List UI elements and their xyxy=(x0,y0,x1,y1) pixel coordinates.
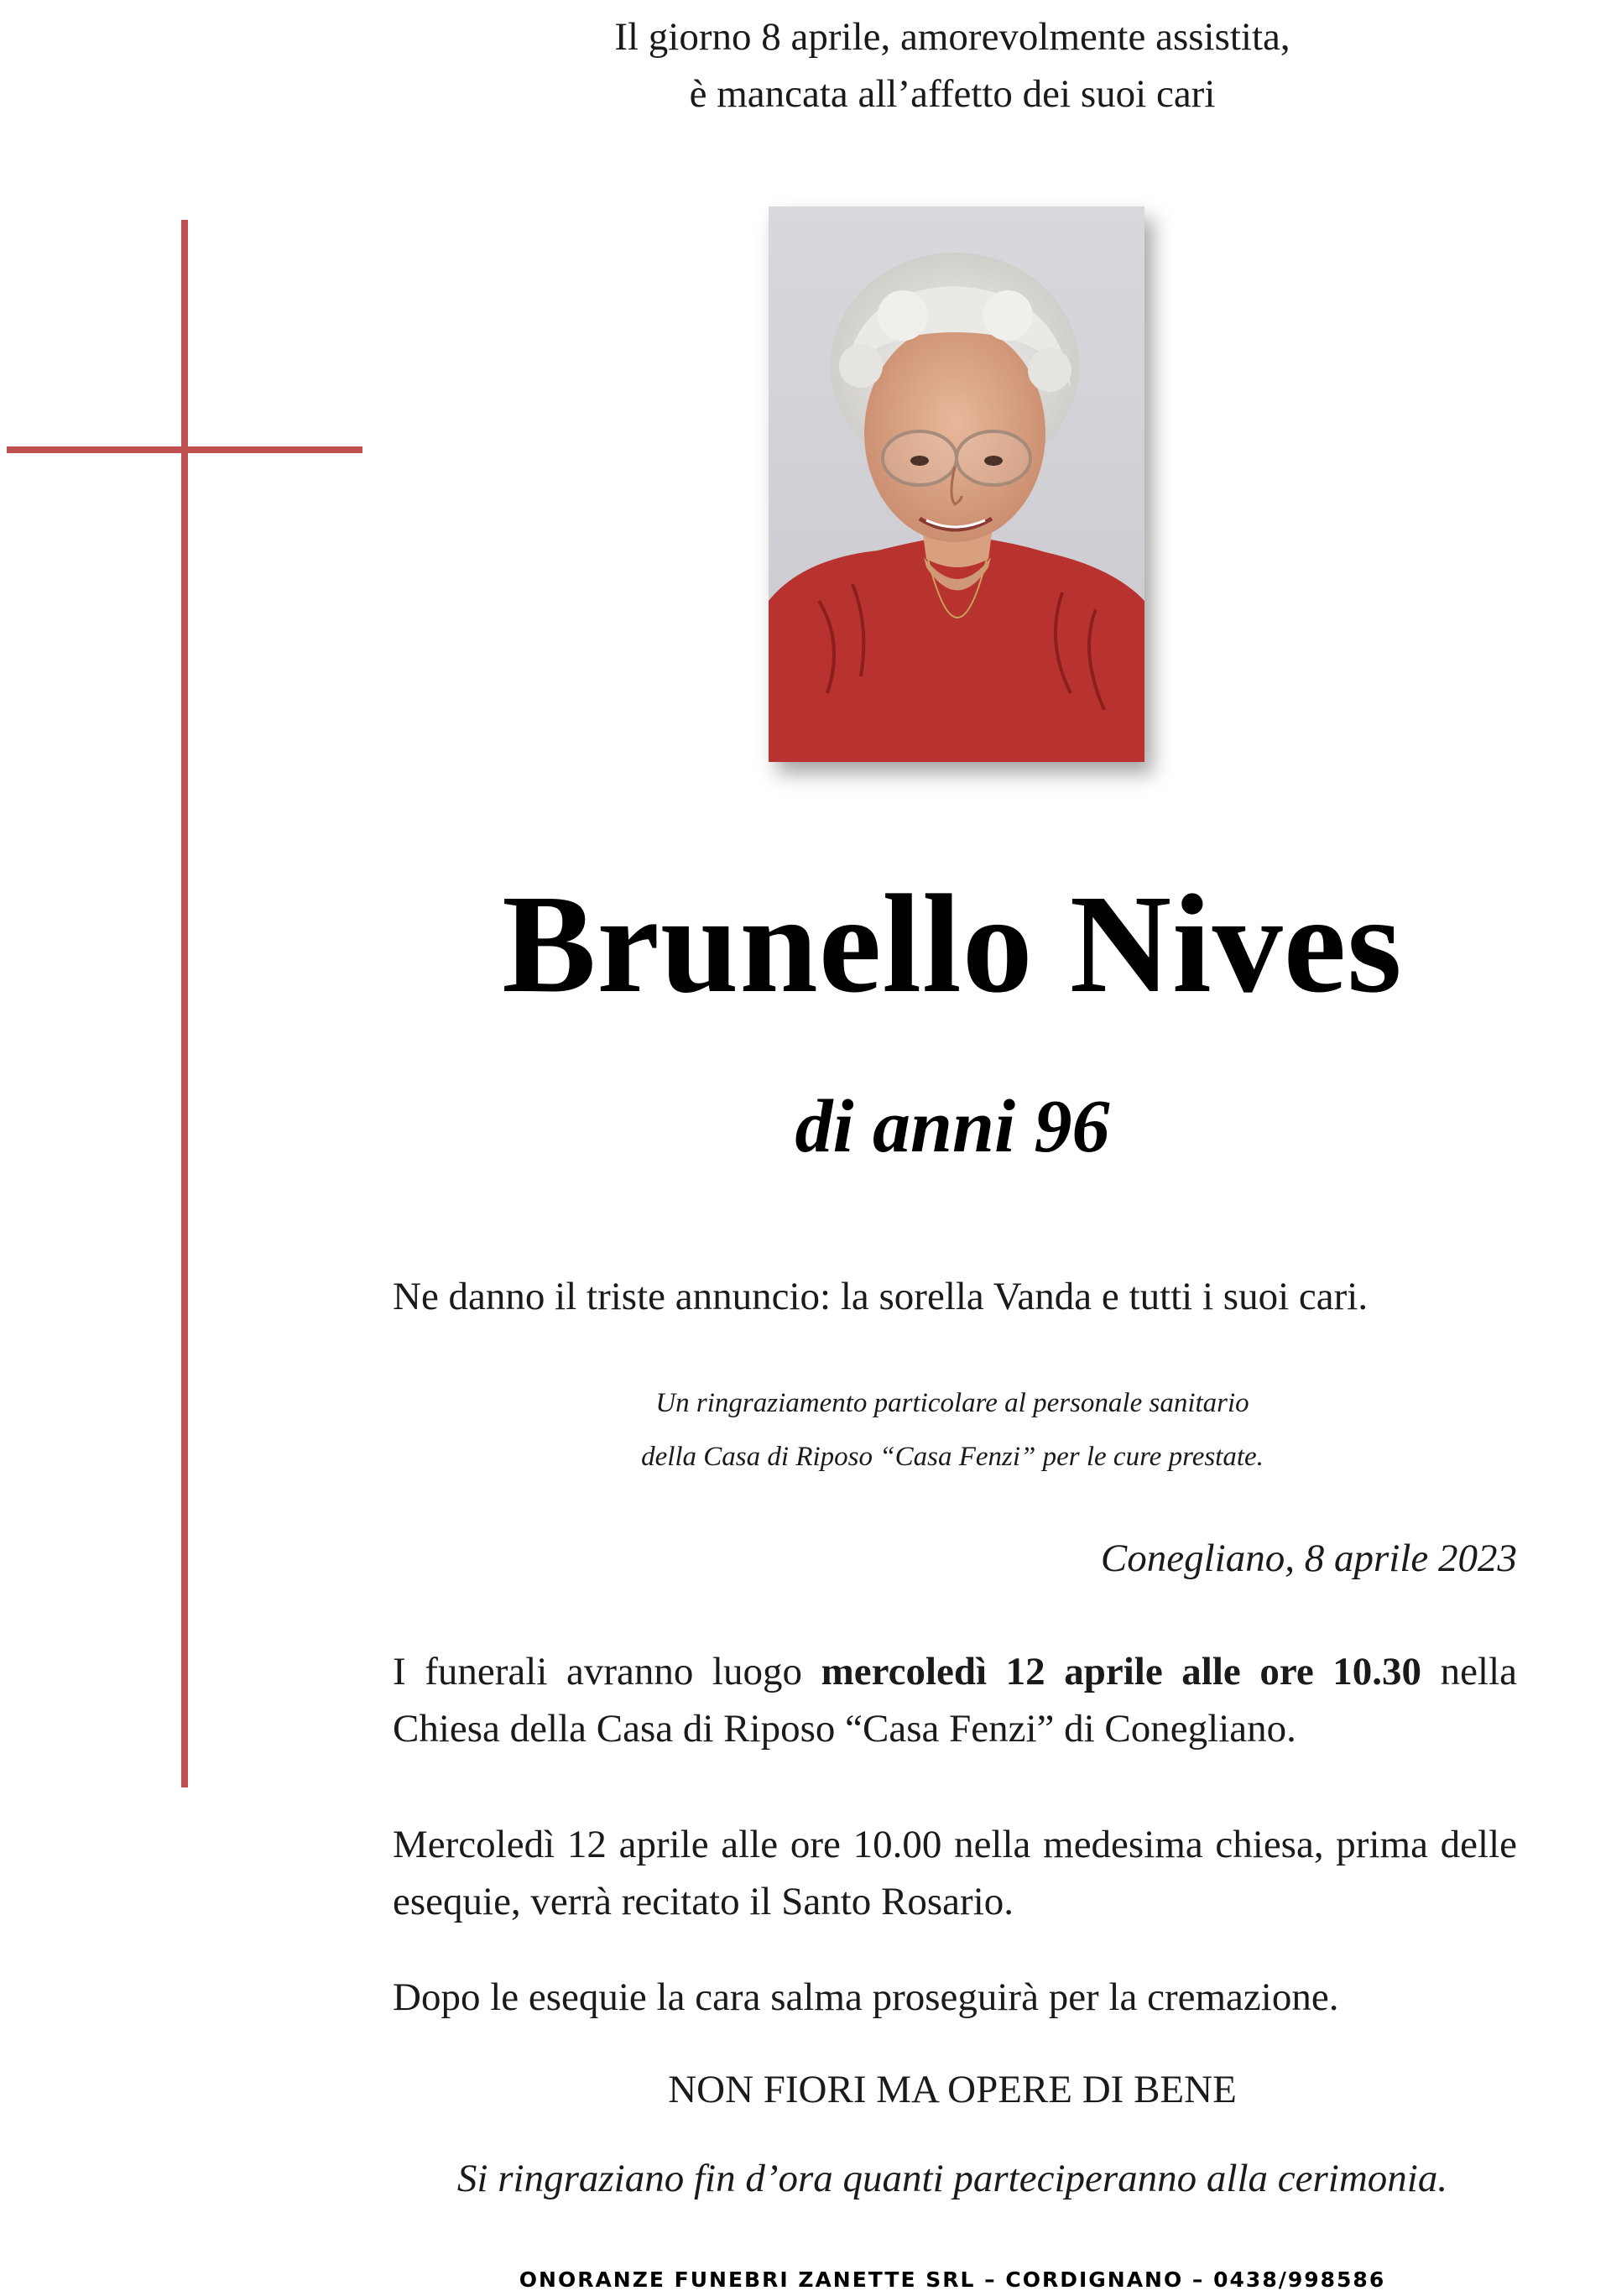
no-flowers-notice: NON FIORI MA OPERE DI BENE xyxy=(668,2068,1237,2111)
closing-thanks: Si ringraziano fin d’ora quanti parteciperanno alla cerimonia. xyxy=(456,2157,1448,2200)
funeral-prefix: I funerali avranno luogo xyxy=(393,1650,821,1693)
funeral-home-footer: ONORANZE FUNEBRI ZANETTE SRL – CORDIGNANO – 0438/998586 xyxy=(519,2267,1386,2292)
deceased-name: Brunello Nives xyxy=(502,866,1403,1022)
thanks-line-2: della Casa di Riposo “Casa Fenzi” per le cure prestate. xyxy=(641,1442,1264,1472)
rosary-info: Mercoledì 12 aprile alle ore 10.00 nella medesima chiesa, prima delle esequie, verrà recitato il Santo Rosario. xyxy=(393,1823,1517,1923)
intro-line-2: è mancata all’affetto dei suoi cari xyxy=(689,72,1216,116)
announcement-text: Ne danno il triste annuncio: la sorella Vanda e tutti i suoi cari. xyxy=(393,1275,1369,1318)
intro-text xyxy=(420,8,1485,123)
funeral-suffix: nella Chiesa della Casa di Riposo “Casa Fenzi” di Conegliano. xyxy=(393,1650,1517,1751)
funeral-datetime: mercoledì 12 aprile alle ore 10.30 xyxy=(821,1650,1422,1693)
intro-line-1: Il giorno 8 aprile, amorevolmente assistita, xyxy=(614,15,1290,59)
thanks-line-1: Un ringraziamento particolare al personale sanitario xyxy=(655,1388,1249,1418)
portrait-photo xyxy=(769,206,1144,762)
thanks-note xyxy=(420,1376,1485,1484)
cross-horizontal-beam xyxy=(7,446,362,453)
funeral-info xyxy=(393,1643,1517,1757)
place-date: Conegliano, 8 aprile 2023 xyxy=(1100,1537,1517,1580)
cremation-info: Dopo le esequie la cara salma proseguirà per la cremazione. xyxy=(393,1975,1339,2019)
cross-vertical-beam xyxy=(181,220,188,1787)
deceased-age: di anni 96 xyxy=(795,1085,1110,1168)
